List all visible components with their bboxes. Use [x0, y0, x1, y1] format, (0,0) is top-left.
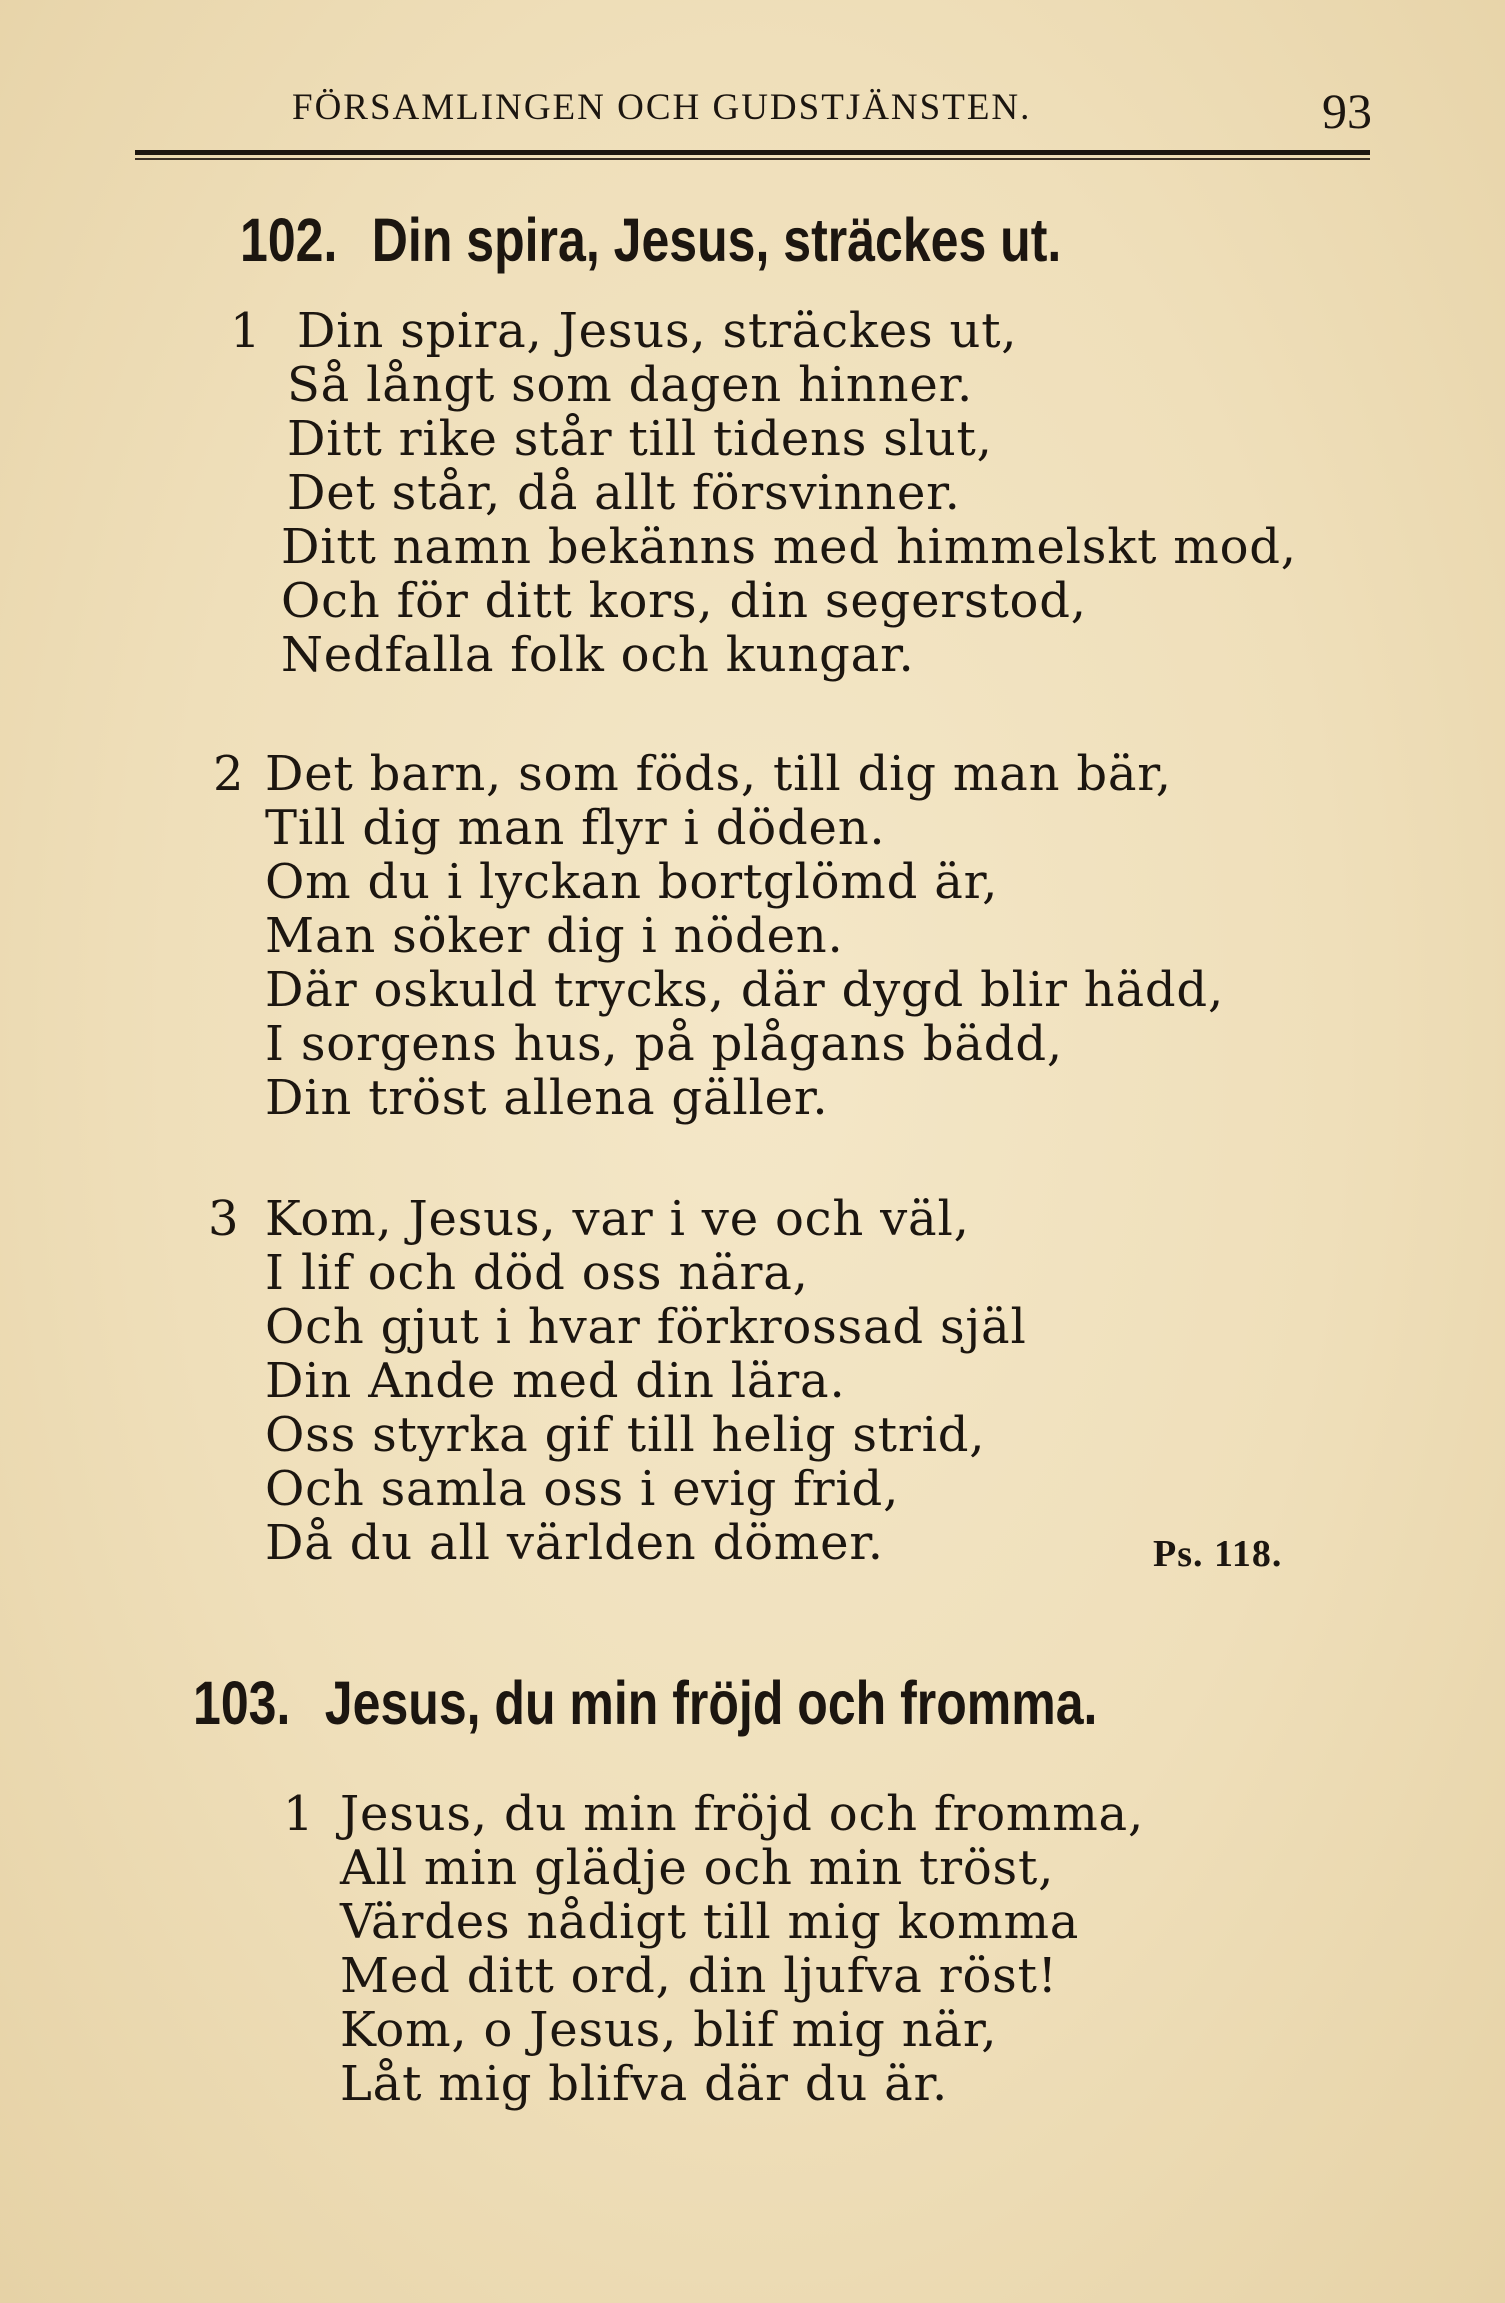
verse-number: 3 — [208, 1191, 239, 1247]
verse-line: Din Ande med din lära. — [265, 1353, 846, 1409]
running-header — [292, 82, 1372, 142]
verse-number: 1 — [230, 303, 261, 359]
verse-line: Ditt namn bekänns med himmelskt mod, — [281, 519, 1297, 575]
running-title: FÖRSAMLINGEN OCH GUDSTJÄNSTEN. — [292, 87, 1032, 128]
verse-line: I sorgens hus, på plågans bädd, — [265, 1016, 1063, 1072]
verse-line: Jesus, du min fröjd och fromma, — [340, 1786, 1145, 1842]
verse-line: Din spira, Jesus, sträckes ut, — [297, 303, 1018, 359]
hymn-heading — [240, 205, 1061, 275]
verse-line: Din tröst allena gäller. — [265, 1070, 829, 1126]
verse-line: Då du all världen dömer. — [265, 1515, 884, 1571]
hymn-number: 102. — [240, 206, 338, 274]
verse-line: All min glädje och min tröst, — [340, 1840, 1055, 1896]
page-number: 93 — [1322, 83, 1372, 139]
verse-line: Värdes nådigt till mig komma — [340, 1894, 1080, 1950]
verse-line: Kom, Jesus, var i ve och väl, — [265, 1191, 970, 1247]
verse-line: I lif och död oss nära, — [265, 1245, 809, 1301]
verse-line: Och gjut i hvar förkrossad själ — [265, 1299, 1027, 1355]
verse-line: Kom, o Jesus, blif mig när, — [340, 2002, 998, 2058]
hymn-title: Din spira, Jesus, sträckes ut. — [371, 206, 1062, 274]
hymn-title: Jesus, du min fröjd och fromma. — [324, 1669, 1098, 1737]
psalm-reference: Ps. 118. — [1153, 1533, 1283, 1575]
hymn-heading — [193, 1668, 1097, 1738]
verse-number: 2 — [213, 746, 244, 802]
verse-line: Nedfalla folk och kungar. — [281, 627, 915, 683]
verse-line: Om du i lyckan bortglömd är, — [265, 854, 999, 910]
verse-line: Ditt rike står till tidens slut, — [287, 411, 993, 467]
verse-line: Till dig man flyr i döden. — [265, 800, 886, 856]
verse-line: Låt mig blifva där du är. — [340, 2056, 949, 2112]
verse-line: Man söker dig i nöden. — [265, 908, 844, 964]
verse-line: Och för ditt kors, din segerstod, — [281, 573, 1087, 629]
verse-line: Där oskuld trycks, där dygd blir hädd, — [265, 962, 1225, 1018]
verse-line: Och samla oss i evig frid, — [265, 1461, 900, 1517]
verse-line: Oss styrka gif till helig strid, — [265, 1407, 986, 1463]
verse-line: Med ditt ord, din ljufva röst! — [340, 1948, 1058, 2004]
verse-line: Det barn, som föds, till dig man bär, — [265, 746, 1172, 802]
header-rule — [135, 150, 1370, 155]
verse-line: Det står, då allt försvinner. — [287, 465, 961, 521]
hymn-number: 103. — [193, 1669, 291, 1737]
verse-number: 1 — [283, 1786, 314, 1842]
verse-line: Så långt som dagen hinner. — [287, 357, 974, 413]
